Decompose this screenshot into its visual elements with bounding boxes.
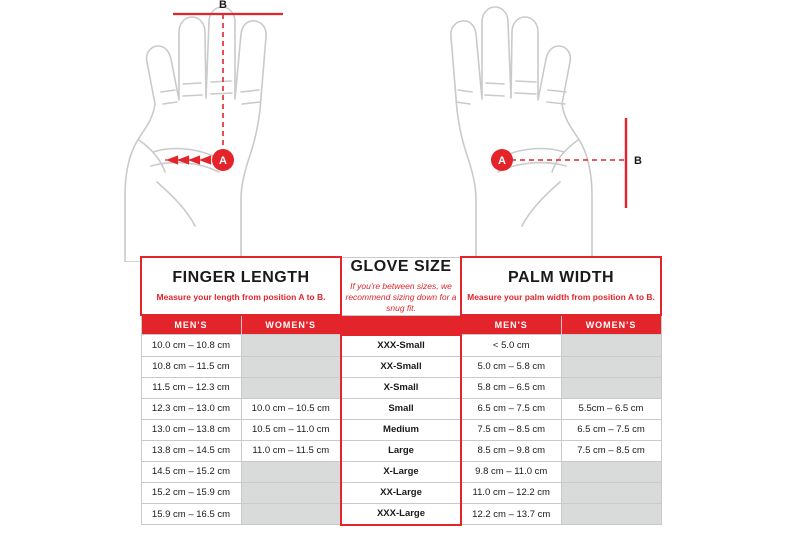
size-value: X-Small — [341, 377, 461, 398]
table-row — [141, 377, 661, 398]
palm-width-hand-illustration — [430, 0, 720, 267]
finger-men-value: 10.0 cm – 10.8 cm — [141, 335, 241, 357]
table-row — [141, 503, 661, 525]
size-value: XXX-Small — [341, 335, 461, 357]
finger-men-value: 10.8 cm – 11.5 cm — [141, 356, 241, 377]
svg-text:B: B — [219, 0, 227, 11]
table-row — [141, 398, 661, 419]
svg-text:A: A — [498, 155, 506, 167]
subheader-men-right: MEN'S — [461, 315, 561, 335]
finger-men-value: 13.0 cm – 13.8 cm — [141, 419, 241, 440]
size-chart-table — [140, 256, 662, 526]
palm-women-value — [561, 335, 661, 357]
finger-women-value: 10.5 cm – 11.0 cm — [241, 419, 341, 440]
label-b-left — [219, 0, 227, 11]
palm-women-value — [561, 356, 661, 377]
size-value: X-Large — [341, 461, 461, 482]
svg-text:B: B — [634, 155, 642, 167]
palm-width-subtitle: Measure your palm width from position A to B. — [467, 291, 655, 302]
finger-men-value: 14.5 cm – 15.2 cm — [141, 461, 241, 482]
table-header-row — [141, 257, 661, 315]
finger-men-value: 13.8 cm – 14.5 cm — [141, 440, 241, 461]
palm-men-value: 12.2 cm – 13.7 cm — [461, 503, 561, 525]
palm-women-value — [561, 377, 661, 398]
palm-men-value: 9.8 cm – 11.0 cm — [461, 461, 561, 482]
palm-men-value: 5.0 cm – 5.8 cm — [461, 356, 561, 377]
size-value: XX-Large — [341, 482, 461, 503]
glove-size-subtitle: If you're between sizes, we recommend sizing down for a snug fit. — [345, 280, 457, 314]
palm-women-value — [561, 461, 661, 482]
palm-women-value: 7.5 cm – 8.5 cm — [561, 440, 661, 461]
finger-women-value: 10.0 cm – 10.5 cm — [241, 398, 341, 419]
subheader-women-right: WOMEN'S — [561, 315, 661, 335]
table-row — [141, 440, 661, 461]
palm-men-value: 5.8 cm – 6.5 cm — [461, 377, 561, 398]
table-row — [141, 482, 661, 503]
finger-women-value — [241, 461, 341, 482]
table-row — [141, 356, 661, 377]
finger-women-value — [241, 377, 341, 398]
palm-width-header — [461, 257, 661, 315]
palm-women-value: 6.5 cm – 7.5 cm — [561, 419, 661, 440]
glove-size-title: GLOVE SIZE — [350, 257, 452, 275]
table-row — [141, 335, 661, 357]
finger-women-value — [241, 482, 341, 503]
finger-length-subtitle: Measure your length from position A to B. — [156, 291, 326, 302]
table-row — [141, 461, 661, 482]
finger-men-value: 15.2 cm – 15.9 cm — [141, 482, 241, 503]
palm-men-value: 6.5 cm – 7.5 cm — [461, 398, 561, 419]
size-value: Small — [341, 398, 461, 419]
finger-men-value: 15.9 cm – 16.5 cm — [141, 503, 241, 525]
finger-women-value — [241, 335, 341, 357]
finger-men-value: 11.5 cm – 12.3 cm — [141, 377, 241, 398]
table-row — [141, 419, 661, 440]
subheader-men-left: MEN'S — [141, 315, 241, 335]
subheader-size-spacer — [341, 315, 461, 335]
subheader-women-left: WOMEN'S — [241, 315, 341, 335]
palm-women-value — [561, 503, 661, 525]
finger-women-value: 11.0 cm – 11.5 cm — [241, 440, 341, 461]
finger-women-value — [241, 503, 341, 525]
finger-length-header — [141, 257, 341, 315]
palm-men-value: 11.0 cm – 12.2 cm — [461, 482, 561, 503]
size-value: Large — [341, 440, 461, 461]
palm-men-value: 8.5 cm – 9.8 cm — [461, 440, 561, 461]
size-value: Medium — [341, 419, 461, 440]
palm-women-value: 5.5cm – 6.5 cm — [561, 398, 661, 419]
finger-length-hand-illustration — [95, 0, 385, 267]
palm-width-title: PALM WIDTH — [508, 268, 615, 286]
svg-text:A: A — [219, 155, 227, 167]
finger-length-title: FINGER LENGTH — [172, 268, 310, 286]
size-value: XXX-Large — [341, 503, 461, 525]
glove-size-header — [341, 257, 461, 315]
finger-women-value — [241, 356, 341, 377]
table-subheader-row — [141, 315, 661, 335]
palm-women-value — [561, 482, 661, 503]
palm-men-value: < 5.0 cm — [461, 335, 561, 357]
palm-men-value: 7.5 cm – 8.5 cm — [461, 419, 561, 440]
finger-men-value: 12.3 cm – 13.0 cm — [141, 398, 241, 419]
size-value: XX-Small — [341, 356, 461, 377]
